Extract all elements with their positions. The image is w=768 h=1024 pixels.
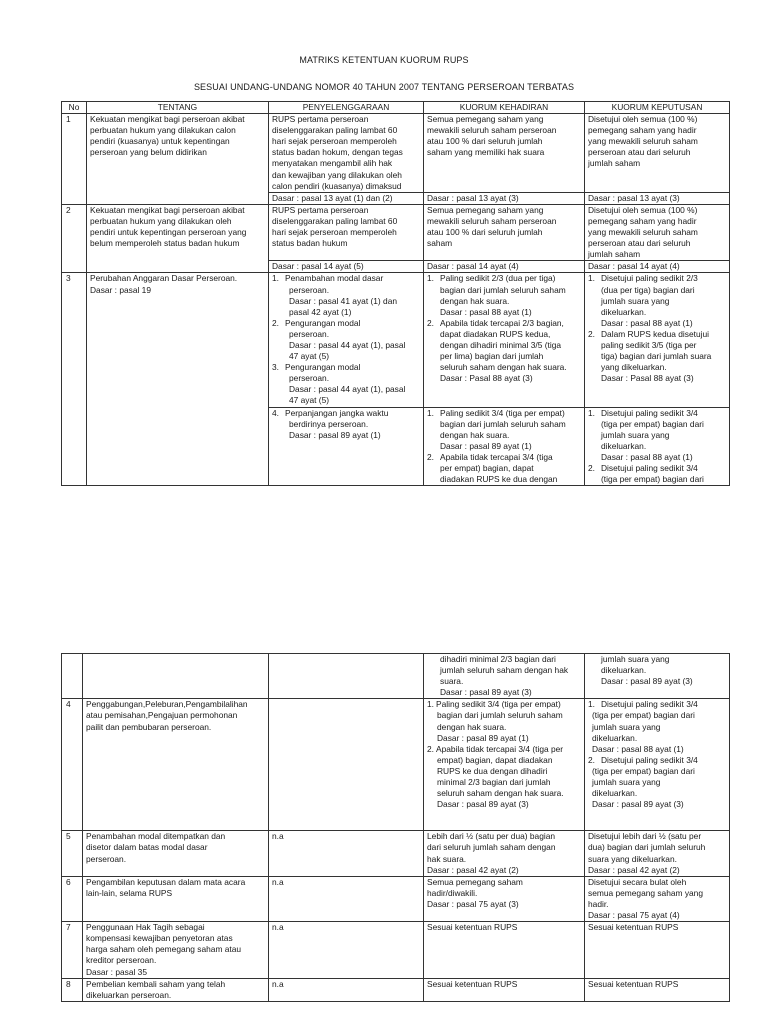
list-number: 2. (427, 451, 434, 462)
header-kuorum-kehadiran: KUORUM KEHADIRAN (424, 102, 585, 114)
text-line: kompensasi kewajiban penyetoran atas (86, 933, 233, 944)
list-number: 1. (588, 273, 595, 284)
text-line: pailit dan pembubaran perseroan. (86, 721, 212, 732)
text-line: belum memperoleh status badan hukum (90, 238, 240, 249)
list-text-continued: tiga) bagian dari jumlah suara (601, 351, 712, 362)
text-line: saham (427, 238, 453, 249)
text-line: disetor dalam batas modal dasar (86, 842, 208, 853)
text-line: dikeluarkan perseroan. (86, 989, 172, 1000)
kuorum-table-page-2 (61, 653, 730, 1002)
list-item (272, 362, 420, 373)
text-line: Disetujui lebih dari ½ (satu per (588, 831, 702, 842)
cell-kuorum-keputusan (585, 831, 730, 876)
list-text-continued: Dasar : pasal 89 ayat (1) (289, 429, 381, 440)
cell-kuorum-kehadiran (424, 654, 585, 699)
cell-kuorum-keputusan (585, 273, 730, 407)
list-text-continued: 47 ayat (5) (289, 395, 330, 406)
list-text-continued: seluruh saham dengan hak suara. (437, 788, 564, 799)
list-number: 1. (427, 407, 434, 418)
list-text: Disetujui paling sedikit 3/4 (601, 699, 698, 710)
cell-tentang (83, 699, 269, 831)
text-line: hadir. (588, 898, 609, 909)
list-text: Paling sedikit 3/4 (tiga per empat) (440, 407, 565, 418)
cell-kuorum-keputusan (585, 654, 730, 699)
cell-kuorum-keputusan (585, 114, 730, 193)
list-text-continued: berdirinya perseroan. (289, 418, 369, 429)
text-line: Kekuatan mengikat bagi perseroan akibat (90, 114, 245, 125)
list-text: Disetujui paling sedikit 2/3 (601, 273, 698, 284)
list-text: Pengurangan modal (285, 362, 361, 373)
text-line: perseroan atau dari seluruh (588, 147, 691, 158)
text-line: Disetujui oleh semua (100 %) (588, 204, 698, 215)
text-line: pendiri untuk kepentingan perseroan yang (90, 227, 247, 238)
list-item (427, 744, 581, 755)
cell-penyelenggaraan (269, 407, 424, 486)
text-line: Dasar : pasal 89 ayat (3) (601, 676, 693, 687)
list-text-continued: 47 ayat (5) (289, 351, 330, 362)
list-text: Paling sedikit 2/3 (dua per tiga) (440, 273, 556, 284)
list-item (427, 699, 581, 710)
text-line: dua) bagian dari jumlah seluruh (588, 842, 706, 853)
cell-penyelenggaraan: n.a (269, 831, 424, 876)
cell-penyelenggaraan: n.a (269, 978, 424, 1001)
cell-kuorum-kehadiran (424, 407, 585, 486)
row-number: 6 (62, 876, 83, 921)
text-line: suara. (440, 676, 464, 687)
list-text-continued: Dasar : pasal 88 ayat (1) (601, 451, 693, 462)
text-line: Penambahan modal ditempatkan dan (86, 831, 226, 842)
cell-empty (62, 654, 83, 699)
text-line: yang mewakili seluruh saham (588, 136, 698, 147)
list-number: 1. (588, 699, 595, 710)
list-text-continued: jumlah suara yang (601, 429, 670, 440)
list-text-continued: jumlah suara yang (592, 777, 661, 788)
list-text: Disetujui paling sedikit 3/4 (601, 463, 698, 473)
list-text-continued: Dasar : pasal 44 ayat (1), pasal (289, 384, 406, 395)
list-item (427, 452, 581, 463)
text-line: harga saham oleh pemegang saham atau (86, 944, 242, 955)
list-text-continued: Dasar : pasal 89 ayat (3) (592, 799, 684, 810)
list-text-continued: dikeluarkan. (601, 306, 647, 317)
text-line: kreditor perseroan. (86, 955, 157, 966)
list-text-continued: seluruh saham dengan hak suara. (440, 362, 567, 373)
text-line: Kekuatan mengikat bagi perseroan akibat (90, 204, 245, 215)
list-item (272, 273, 420, 284)
text-line: mewakili seluruh saham perseroan (427, 215, 557, 226)
text-line: diselenggarakan paling lambat 60 (272, 215, 398, 226)
cell-tentang (83, 831, 269, 876)
header-no: No (62, 102, 87, 114)
text-line: perbuatan hukum yang dilakukan calon (90, 125, 236, 136)
list-text-continued: dengan hak suara. (437, 721, 507, 732)
cell-kuorum-kehadiran (424, 273, 585, 407)
text-line: diselenggarakan paling lambat 60 (272, 125, 398, 136)
cell-empty (269, 654, 424, 699)
text-line: hari sejak perseroan memperoleh (272, 227, 397, 238)
document-title: MATRIKS KETENTUAN KUORUM RUPS (299, 55, 469, 65)
cell-dasar: Dasar : pasal 13 ayat (3) (585, 192, 730, 204)
cell-kuorum-keputusan: Sesuai ketentuan RUPS (585, 922, 730, 978)
cell-kuorum-keputusan (585, 699, 730, 831)
cell-kuorum-keputusan (585, 204, 730, 260)
text-line: jumlah saham (588, 249, 641, 260)
text-line: Dasar : pasal 89 ayat (3) (440, 687, 532, 698)
table-row (62, 978, 730, 1001)
cell-kuorum-kehadiran: Sesuai ketentuan RUPS (424, 978, 585, 1001)
text-line: jumlah saham (588, 158, 641, 169)
list-item (427, 318, 581, 329)
cell-tentang (87, 273, 269, 486)
list-item (427, 408, 581, 419)
text-line: dan kewajiban yang dilakukan oleh (272, 169, 402, 180)
text-line: Semua pemegang saham yang (427, 204, 544, 215)
table-row (62, 204, 730, 260)
text-line: dari seluruh jumlah saham dengan (427, 842, 556, 853)
row-number: 7 (62, 922, 83, 978)
header-penyelenggaraan: PENYELENGGARAAN (269, 102, 424, 114)
cell-penyelenggaraan (269, 114, 424, 193)
text-line: semua pemegang saham yang (588, 887, 703, 898)
list-item (588, 329, 726, 340)
table-row (62, 699, 730, 831)
row-number: 4 (62, 699, 83, 831)
text-line: atau 100 % dari seluruh jumlah (427, 136, 543, 147)
row-number: 2 (62, 204, 87, 273)
text-line: Penggabungan,Peleburan,Pengambilalihan (86, 699, 248, 710)
list-text-continued: pasal 42 ayat (1) (289, 306, 352, 317)
text-line: perseroan yang belum didirikan (90, 147, 207, 158)
list-item (588, 699, 726, 710)
list-item (272, 318, 420, 329)
list-text: Paling sedikit 3/4 (tiga per empat) (436, 699, 561, 710)
list-text-continued: diadakan RUPS ke dua dengan (440, 474, 558, 485)
list-number: 4. (272, 407, 279, 418)
text-line: Pembelian kembali saham yang telah (86, 978, 226, 989)
text-line: hari sejak perseroan memperoleh (272, 136, 397, 147)
cell-dasar: Dasar : pasal 13 ayat (1) dan (2) (269, 192, 424, 204)
list-text-continued: Dasar : pasal 88 ayat (1) (592, 743, 684, 754)
cell-empty (269, 699, 424, 831)
text-line: Disetujui secara bulat oleh (588, 876, 687, 887)
kuorum-table-page-1 (61, 101, 730, 486)
cell-kuorum-keputusan (585, 407, 730, 486)
cell-dasar: Dasar : pasal 14 ayat (4) (424, 261, 585, 273)
list-text-continued: perseroan. (289, 373, 330, 384)
list-number: 1. (427, 273, 434, 284)
cell-tentang (83, 876, 269, 921)
text-line: Pengambilan keputusan dalam mata acara (86, 876, 246, 887)
list-number: 1. (427, 699, 434, 710)
list-text-continued: dapat diadakan RUPS kedua, (440, 328, 551, 339)
list-number: 1. (272, 273, 279, 284)
list-number: 1. (588, 407, 595, 418)
cell-kuorum-kehadiran: Sesuai ketentuan RUPS (424, 922, 585, 978)
text-line: pendiri (kuasanya) untuk kepentingan (90, 136, 230, 147)
table-row (62, 831, 730, 876)
list-item (427, 273, 581, 284)
text-line: atau 100 % dari seluruh jumlah (427, 227, 543, 238)
text-line: Dasar : pasal 42 ayat (2) (588, 864, 680, 875)
list-text-continued: (tiga per empat) bagian dari (601, 474, 704, 485)
list-text-continued: Dasar : pasal 41 ayat (1) dan (289, 295, 398, 306)
row-number: 5 (62, 831, 83, 876)
list-text: Disetujui paling sedikit 3/4 (601, 754, 698, 765)
list-text-continued: bagian dari jumlah seluruh saham (440, 284, 566, 295)
cell-dasar: Dasar : pasal 13 ayat (3) (424, 192, 585, 204)
list-number: 2. (427, 743, 434, 754)
list-number: 2. (588, 754, 595, 765)
cell-dasar: Dasar : pasal 14 ayat (4) (585, 261, 730, 273)
text-line: perseroan. (86, 853, 127, 864)
text-line: Dasar : pasal 42 ayat (2) (427, 864, 519, 875)
list-item (588, 755, 726, 766)
cell-kuorum-kehadiran (424, 831, 585, 876)
text-line: Dasar : pasal 19 (90, 284, 151, 295)
cell-penyelenggaraan (269, 273, 424, 407)
list-item (272, 408, 420, 419)
text-line: Dasar : pasal 75 ayat (4) (588, 910, 680, 921)
list-text-continued: dengan dihadiri minimal 3/5 (tiga (440, 339, 562, 350)
list-number: 2. (427, 317, 434, 328)
text-line: perseroan atau dari seluruh (588, 238, 691, 249)
header-kuorum-keputusan: KUORUM KEPUTUSAN (585, 102, 730, 114)
text-line: pemegang saham yang hadir (588, 125, 697, 136)
cell-kuorum-kehadiran (424, 114, 585, 193)
list-text: Perpanjangan jangka waktu (285, 407, 389, 418)
cell-penyelenggaraan (269, 204, 424, 260)
list-text-continued: bagian dari jumlah seluruh saham (437, 710, 563, 721)
text-line: RUPS pertama perseroan (272, 204, 369, 215)
text-line: saham yang memiliki hak suara (427, 147, 545, 158)
list-text-continued: dikeluarkan. (592, 732, 638, 743)
cell-tentang (83, 922, 269, 978)
text-line: status badan hokum, dengan tegas (272, 147, 403, 158)
list-text-continued: perseroan. (289, 328, 330, 339)
list-text-continued: dengan hak suara. (440, 429, 510, 440)
text-line: Dasar : pasal 75 ayat (3) (427, 898, 519, 909)
list-text-continued: (tiga per empat) bagian dari (592, 765, 695, 776)
list-text-continued: jumlah suara yang (601, 295, 670, 306)
text-line: jumlah seluruh saham dengan hak (440, 665, 569, 676)
table-row-continuation (62, 654, 730, 699)
table-row (62, 922, 730, 978)
list-text: Apabila tidak tercapai 3/4 (tiga (440, 451, 553, 462)
row-number: 8 (62, 978, 83, 1001)
list-item (588, 463, 726, 474)
text-line: Lebih dari ½ (satu per dua) bagian (427, 831, 556, 842)
text-line: lain-lain, selama RUPS (86, 887, 173, 898)
list-text-continued: Dasar : pasal 88 ayat (1) (440, 306, 532, 317)
list-text: Penambahan modal dasar (285, 273, 384, 284)
list-text-continued: perseroan. (289, 284, 330, 295)
list-text: Apabila tidak tercapai 2/3 bagian, (440, 317, 564, 328)
text-line: Semua pemegang saham (427, 876, 523, 887)
table-row (62, 273, 730, 407)
text-line: hadir/diwakili. (427, 887, 478, 898)
text-line: Dasar : pasal 35 (86, 966, 147, 977)
cell-tentang (87, 204, 269, 273)
table-header-row (62, 102, 730, 114)
table-row (62, 876, 730, 921)
list-item (588, 408, 726, 419)
list-text-continued: RUPS ke dua dengan dihadiri (437, 765, 548, 776)
list-text-continued: Dasar : Pasal 88 ayat (3) (440, 373, 533, 384)
list-text-continued: (tiga per empat) bagian dari (592, 710, 695, 721)
list-text-continued: Dasar : pasal 88 ayat (1) (601, 317, 693, 328)
cell-dasar: Dasar : pasal 14 ayat (5) (269, 261, 424, 273)
text-line: suara yang dikeluarkan. (588, 853, 677, 864)
list-text-continued: paling sedikit 3/5 (tiga per (601, 339, 697, 350)
cell-kuorum-kehadiran (424, 699, 585, 831)
list-text-continued: per lima) bagian dari jumlah (440, 351, 544, 362)
text-line: mewakili seluruh saham perseroan (427, 125, 557, 136)
text-line: hak suara. (427, 853, 467, 864)
cell-tentang (87, 114, 269, 205)
text-line: dihadiri minimal 2/3 bagian dari (440, 654, 556, 664)
text-line: RUPS pertama perseroan (272, 114, 369, 125)
list-item (588, 273, 726, 284)
text-line: Semua pemegang saham yang (427, 114, 544, 125)
list-text: Pengurangan modal (285, 317, 361, 328)
text-line: jumlah suara yang (601, 654, 670, 664)
list-text-continued: dengan hak suara. (440, 295, 510, 306)
list-number: 2. (272, 317, 279, 328)
cell-empty (83, 654, 269, 699)
list-text-continued: Dasar : pasal 89 ayat (1) (437, 732, 529, 743)
list-text-continued: (dua per tiga) bagian dari (601, 284, 695, 295)
list-text-continued: Dasar : Pasal 88 ayat (3) (601, 373, 694, 384)
list-number: 2. (588, 328, 595, 339)
list-number: 3. (272, 362, 279, 373)
list-text-continued: minimal 2/3 bagian dari jumlah (437, 777, 551, 788)
text-line: pemegang saham yang hadir (588, 215, 697, 226)
cell-penyelenggaraan: n.a (269, 876, 424, 921)
table-row (62, 114, 730, 193)
cell-kuorum-kehadiran (424, 204, 585, 260)
list-text: Apabila tidak tercapai 3/4 (tiga per (436, 743, 564, 754)
text-line: atau pemisahan,Pengajuan permohonan (86, 710, 238, 721)
list-text-continued: dikeluarkan. (592, 788, 638, 799)
list-number: 2. (588, 463, 595, 473)
cell-penyelenggaraan: n.a (269, 922, 424, 978)
document-subtitle: SESUAI UNDANG-UNDANG NOMOR 40 TAHUN 2007 TENTANG PERSEROAN TERBATAS (193, 82, 575, 92)
text-line: dikeluarkan. (601, 665, 647, 676)
text-line: status badan hukum (272, 238, 348, 249)
cell-kuorum-kehadiran (424, 876, 585, 921)
list-text-continued: Dasar : pasal 89 ayat (1) (440, 440, 532, 451)
text-line: menyatakan mengambil alih hak (272, 158, 393, 169)
list-text-continued: per empat) bagian, dapat (440, 463, 534, 473)
row-number: 3 (62, 273, 87, 486)
text-line: Perubahan Anggaran Dasar Perseroan. (90, 273, 238, 284)
text-line: Penggunaan Hak Tagih sebagai (86, 922, 205, 933)
list-text-continued: bagian dari jumlah seluruh saham (440, 418, 566, 429)
list-text-continued: empat) bagian, dapat diadakan (437, 754, 553, 765)
list-text: Dalam RUPS kedua disetujui (601, 328, 709, 339)
text-line: calon pendiri (kuasanya) dimaksud (272, 180, 402, 191)
text-line: perbuatan hukum yang dilakukan oleh (90, 215, 232, 226)
row-number: 1 (62, 114, 87, 205)
list-text-continued: yang dikeluarkan. (601, 362, 667, 373)
list-text: Disetujui paling sedikit 3/4 (601, 407, 698, 418)
text-line: yang mewakili seluruh saham (588, 227, 698, 238)
list-text-continued: dikeluarkan. (601, 440, 647, 451)
list-text-continued: Dasar : pasal 89 ayat (3) (437, 799, 529, 810)
cell-tentang (83, 978, 269, 1001)
text-line: Disetujui oleh semua (100 %) (588, 114, 698, 125)
list-text-continued: (tiga per empat) bagian dari (601, 418, 704, 429)
cell-kuorum-keputusan (585, 876, 730, 921)
list-text-continued: jumlah suara yang (592, 721, 661, 732)
header-tentang: TENTANG (87, 102, 269, 114)
cell-kuorum-keputusan: Sesuai ketentuan RUPS (585, 978, 730, 1001)
list-text-continued: Dasar : pasal 44 ayat (1), pasal (289, 339, 406, 350)
